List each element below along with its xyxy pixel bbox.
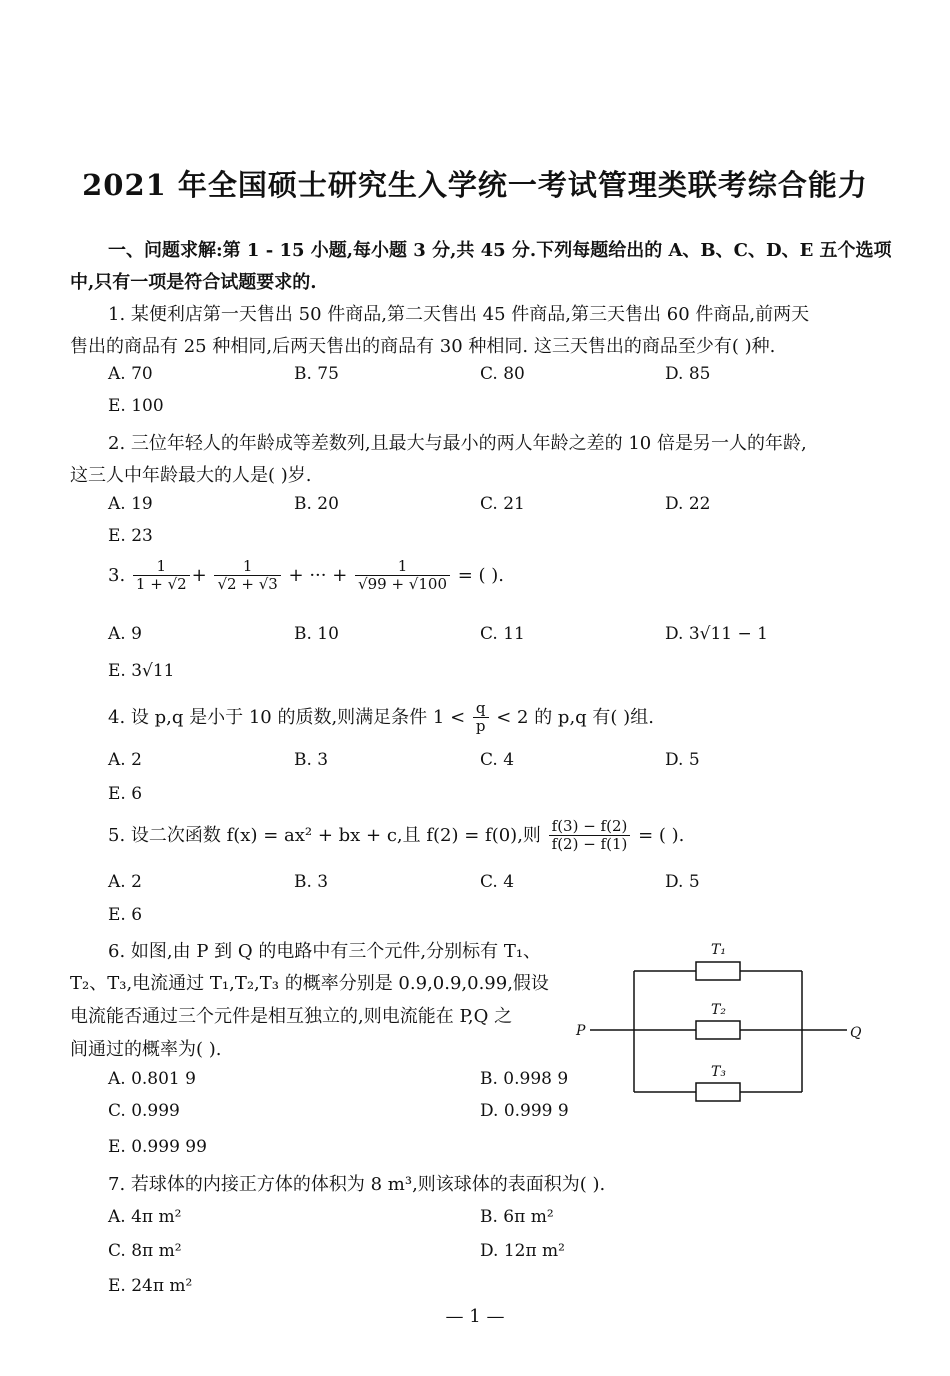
section-instructions-line1: 一、问题求解:第 1 - 15 小题,每小题 3 分,共 45 分.下列每题给出的 A、B、C、D、E 五个选项	[108, 240, 892, 261]
q4-suffix: < 2 的 p,q 有( )组.	[496, 706, 654, 728]
q7-option-a: A. 4π m²	[108, 1207, 182, 1227]
q2-stem-line2: 这三人中年龄最大的人是( )岁.	[70, 465, 312, 486]
q1-option-a: A. 70	[108, 364, 153, 384]
q3-option-e: E. 3√11	[108, 661, 175, 681]
q5-option-b: B. 3	[294, 872, 329, 892]
q6-stem-line4: 间通过的概率为( ).	[70, 1039, 222, 1060]
q3-fraction-3: $\frac{1}{√99 + √100}$	[355, 558, 450, 594]
q2-option-e: E. 23	[108, 526, 153, 546]
resistor-t3	[696, 1083, 740, 1101]
q1-stem-line1: 1. 某便利店第一天售出 50 件商品,第二天售出 45 件商品,第三天售出 60 件商品,前两天	[108, 304, 810, 325]
q1-option-d: D. 85	[665, 364, 711, 384]
resistor-t1	[696, 962, 740, 980]
q1-option-b: B. 75	[294, 364, 339, 384]
q6-option-e: E. 0.999 99	[108, 1137, 207, 1157]
q2-option-c: C. 21	[480, 494, 525, 514]
page-number: — 1 —	[445, 1306, 505, 1327]
label-q: Q	[850, 1025, 862, 1041]
label-t1: T₁	[711, 942, 726, 958]
q6-stem-line1: 6. 如图,由 P 到 Q 的电路中有三个元件,分别标有 T₁、	[108, 941, 542, 962]
q5-stem	[108, 818, 684, 854]
q5-option-d: D. 5	[665, 872, 700, 892]
q7-option-b: B. 6π m²	[480, 1207, 554, 1227]
q6-option-a: A. 0.801 9	[108, 1069, 196, 1089]
q7-stem: 7. 若球体的内接正方体的体积为 8 m³,则该球体的表面积为( ).	[108, 1174, 606, 1195]
q2-option-d: D. 22	[665, 494, 711, 514]
q6-stem-line2: T₂、T₃,电流通过 T₁,T₂,T₃ 的概率分别是 0.9,0.9,0.99,假设	[70, 973, 549, 994]
q5-option-a: A. 2	[108, 872, 142, 892]
q4-prefix: 4. 设 p,q 是小于 10 的质数,则满足条件 1 <	[108, 706, 466, 728]
q4-option-a: A. 2	[108, 750, 142, 770]
q7-option-e: E. 24π m²	[108, 1276, 193, 1296]
q6-stem-line3: 电流能否通过三个元件是相互独立的,则电流能在 P,Q 之	[70, 1006, 513, 1027]
q3-fraction-1: $\frac{1}{1 + √2}$	[133, 558, 190, 594]
section-instructions-line2: 中,只有一项是符合试题要求的.	[70, 272, 317, 293]
q7-option-c: C. 8π m²	[108, 1241, 182, 1261]
q3-option-b: B. 10	[294, 624, 339, 644]
label-t2: T₂	[711, 1002, 726, 1018]
q1-stem-line2: 售出的商品有 25 种相同,后两天售出的商品有 30 种相同. 这三天售出的商品至少有( )种.	[70, 336, 776, 357]
q4-option-b: B. 3	[294, 750, 329, 770]
q5-fraction: $\frac{f(3) - f(2)}{f(2) - f(1)}$	[549, 818, 631, 854]
q2-stem-line1: 2. 三位年轻人的年龄成等差数列,且最大与最小的两人年龄之差的 10 倍是另一人的年龄,	[108, 433, 807, 454]
q4-option-e: E. 6	[108, 784, 143, 804]
q5-prefix: 5. 设二次函数 f(x) = ax² + bx + c,且 f(2) = f(0),则	[108, 824, 541, 846]
q3-option-d: D. 3√11 − 1	[665, 624, 768, 644]
q6-option-d: D. 0.999 9	[480, 1101, 569, 1121]
q3-suffix: = ( ).	[457, 564, 505, 586]
q2-option-b: B. 20	[294, 494, 339, 514]
q5-option-e: E. 6	[108, 905, 143, 925]
resistor-t2	[696, 1021, 740, 1039]
page-title: 2021 年全国硕士研究生入学统一考试管理类联考综合能力	[82, 168, 868, 202]
q7-option-d: D. 12π m²	[480, 1241, 565, 1261]
q3-ellipsis: + ··· +	[288, 564, 348, 586]
q3-stem: 3. $\frac{1}{1 + √2}$ + $\frac{1}{√2 + √3}$ + ··· + $\frac{1}{√99 + √100}$ = ( ).	[108, 557, 505, 594]
q6-option-b: B. 0.998 9	[480, 1069, 569, 1089]
q5-option-c: C. 4	[480, 872, 515, 892]
q4-option-d: D. 5	[665, 750, 700, 770]
q4-fraction: $\frac{q}{p}$	[473, 700, 489, 736]
q2-option-a: A. 19	[108, 494, 153, 514]
circuit-diagram	[572, 930, 872, 1110]
q1-option-c: C. 80	[480, 364, 525, 384]
q6-option-c: C. 0.999	[108, 1101, 180, 1121]
q4-option-c: C. 4	[480, 750, 515, 770]
q3-prefix: 3.	[108, 564, 126, 586]
q3-option-c: C. 11	[480, 624, 525, 644]
q3-option-a: A. 9	[108, 624, 142, 644]
q3-fraction-2: $\frac{1}{√2 + √3}$	[214, 558, 280, 594]
q4-stem	[108, 700, 654, 736]
label-p: P	[576, 1023, 586, 1039]
q5-suffix: = ( ).	[638, 824, 685, 846]
label-t3: T₃	[711, 1064, 726, 1080]
q1-option-e: E. 100	[108, 396, 164, 416]
